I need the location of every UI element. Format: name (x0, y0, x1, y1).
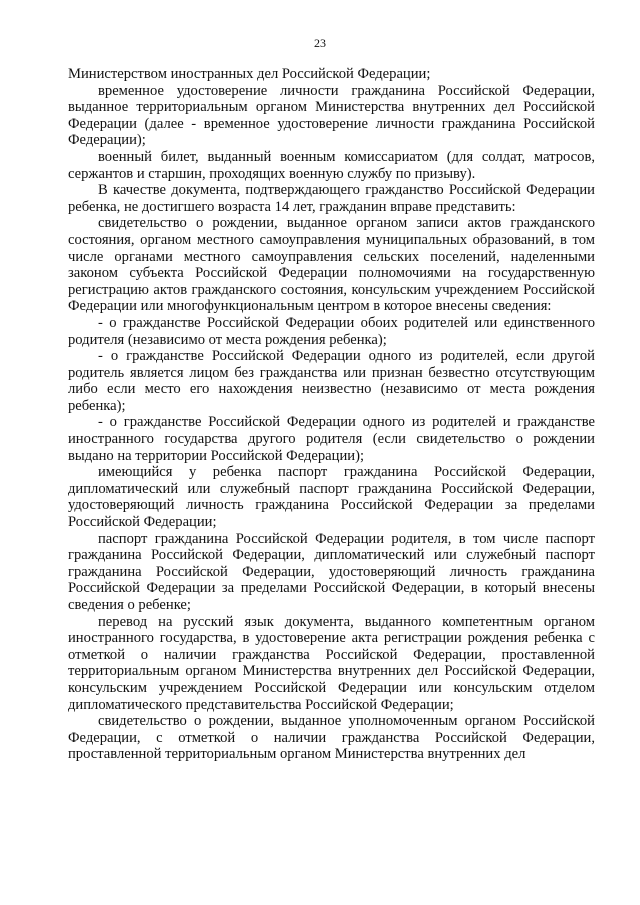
paragraph-6: - о гражданстве Российской Федерации одного из родителей, если другой родитель является лицом без гражданства или признан безвестно отсутствующим либо если место его нахождения неизвестно (независимо от места рождения ребенка); (68, 348, 595, 414)
paragraph-9: паспорт гражданина Российской Федерации родителя, в том числе паспорт гражданина Российской Федерации, дипломатический или служебный паспорт гражданина Российской Федерации, удостоверяющий личность гражданина Российской Федерации за пределами Российской Федерации, в который внесены сведения о ребенке; (68, 530, 595, 613)
paragraph-0: Министерством иностранных дел Российской Федерации; (68, 66, 431, 82)
paragraph-5: - о гражданстве Российской Федерации обоих родителей или единственного родителя (независимо от места рождения ребенка); (68, 314, 595, 348)
paragraph-1: временное удостоверение личности гражданина Российской Федерации, выданное территориальным органом Министерства внутренних дел Российской Федерации (далее - временное удостоверение личности гражданина Российской Федерации); (68, 82, 595, 149)
paragraph-11: свидетельство о рождении, выданное уполномоченным органом Российской Федерации, с отметкой о наличии гражданства Российской Федерации, проставленной территориальным органом Министерства внутренних дел (68, 713, 595, 763)
paragraph-10: перевод на русский язык документа, выданного компетентным органом иностранного государства, в удостоверение акта регистрации рождения ребенка с отметкой о наличии гражданства Российской Федерации, проставленной территориальным органом Министерства внутренних дел Российской Федерации, консульским учреждением Российской Федерации или консульским отделом дипломатического представительства Российской Федерации; (68, 613, 595, 713)
paragraph-4: свидетельство о рождении, выданное органом записи актов гражданского состояния, органом местного самоуправления муниципальных образований, в том числе органами местного самоуправления сельских поселений, наделенными законом субъекта Российской Федерации полномочиями на государственную регистрацию актов гражданского состояния, консульским учреждением Российской Федерации или многофункциональным центром в которое внесены сведения: (68, 215, 595, 315)
paragraph-3: В качестве документа, подтверждающего гражданство Российской Федерации ребенка, не достигшего возраста 14 лет, гражданин вправе представить: (68, 182, 595, 215)
page-number: 23 (314, 36, 326, 50)
paragraph-8: имеющийся у ребенка паспорт гражданина Российской Федерации, дипломатический или служебный паспорт гражданина Российской Федерации, удостоверяющий личность гражданина Российской Федерации за пределами Российской Федерации; (68, 464, 595, 531)
paragraph-7: - о гражданстве Российской Федерации одного из родителей и гражданстве иностранного государства другого родителя (если свидетельство о рождении выдано на территории Российской Федерации); (68, 414, 595, 464)
document-body (68, 66, 595, 763)
paragraph-2: военный билет, выданный военным комиссариатом (для солдат, матросов, сержантов и старшин, проходящих военную службу по призыву). (68, 148, 595, 182)
